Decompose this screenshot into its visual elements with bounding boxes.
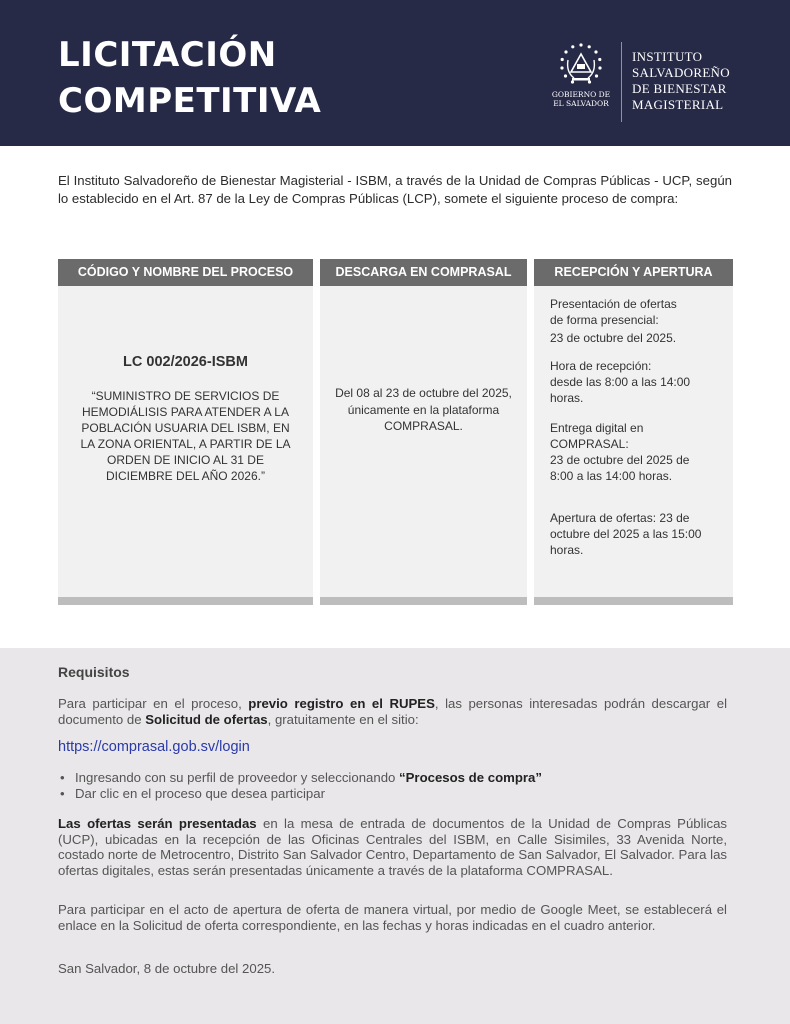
download-period: Del 08 al 23 de octubre del 2025, únicamente en la plataforma COMPRASAL. bbox=[335, 386, 512, 433]
offer-opening: Apertura de ofertas: 23 de octubre del 2025 a las 15:00 horas. bbox=[550, 511, 702, 557]
reception-column-header: RECEPCIÓN Y APERTURA bbox=[534, 259, 733, 286]
list-item: • Ingresando con su perfil de proveedor y seleccionando “Procesos de compra” bbox=[60, 770, 542, 786]
process-column-header: CÓDIGO Y NOMBRE DEL PROCESO bbox=[58, 259, 313, 286]
coat-of-arms-icon bbox=[558, 42, 604, 88]
list-item: • Dar clic en el proceso que desea participar bbox=[60, 786, 542, 802]
title-line-1: LICITACIÓN bbox=[58, 35, 277, 75]
virtual-opening-paragraph: Para participar en el acto de apertura de oferta de manera virtual, por medio de Google Meet, se establecerá el enlace en la Solicitud de oferta correspondiente, en las fechas y horas indicadas en el cuadro anterior. bbox=[58, 902, 727, 933]
download-column-header: DESCARGA EN COMPRASAL bbox=[320, 259, 527, 286]
reception-column bbox=[534, 259, 733, 605]
submission-paragraph: Las ofertas serán presentadas en la mesa de entrada de documentos de la Unidad de Compras Públicas (UCP), ubicadas en la recepción de las Oficinas Centrales del ISBM, en Calle Sisimiles, 33 Avenida Norte, costado norte de Metrocentro, Distrito San Salvador Centro, Departamento de San Salvador, El Salvador. Para las ofertas digitales, estas serán presentadas únicamente a través de la plataforma COMPRASAL. bbox=[58, 816, 728, 878]
institute-name: INSTITUTO SALVADOREÑO DE BIENESTAR MAGISTERIAL bbox=[632, 49, 730, 112]
requirements-paragraph: Para participar en el proceso, previo registro en el RUPES, las personas interesadas podrán descargar el documento de Solicitud de ofertas, gratuitamente en el sitio: bbox=[58, 696, 727, 727]
digital-submission: Entrega digital en COMPRASAL: 23 de octubre del 2025 de 8:00 a las 14:00 horas. bbox=[550, 421, 690, 483]
place-and-date: San Salvador, 8 de octubre del 2025. bbox=[58, 961, 276, 976]
government-logo bbox=[548, 42, 614, 108]
header-banner bbox=[0, 0, 790, 146]
column-footer-bar bbox=[320, 597, 527, 605]
process-column bbox=[58, 259, 313, 605]
government-name: GOBIERNO DE EL SALVADOR bbox=[551, 90, 611, 108]
instructions-list bbox=[60, 770, 542, 801]
requirements-title: Requisitos bbox=[58, 664, 130, 680]
download-column bbox=[320, 259, 527, 605]
page-title bbox=[58, 32, 321, 124]
logo-divider bbox=[621, 42, 622, 122]
intro-paragraph: El Instituto Salvadoreño de Bienestar Magisterial - ISBM, a través de la Unidad de Compras Públicas - UCP, según lo establecido en el Art. 87 de la Ley de Compras Públicas (LCP), somete el siguiente proceso de compra: bbox=[58, 173, 732, 206]
process-code: LC 002/2026-ISBM bbox=[123, 354, 248, 370]
column-footer-bar bbox=[58, 597, 313, 605]
process-description: “SUMINISTRO DE SERVICIOS DE HEMODIÁLISIS PARA ATENDER A LA POBLACIÓN USUARIA DEL ISBM, EN LA ZONA ORIENTAL, A PARTIR DE LA ORDEN DE INICIO AL 31 DE DICIEMBRE DEL AÑO 2026.” bbox=[80, 389, 291, 483]
in-person-submission: Presentación de ofertas de forma presencial: 23 de octubre del 2025. bbox=[550, 297, 677, 345]
title-line-2: COMPETITIVA bbox=[58, 81, 322, 121]
reception-hours: Hora de recepción: desde las 8:00 a las 14:00 horas. bbox=[550, 359, 691, 405]
comprasal-link[interactable]: https://comprasal.gob.sv/login bbox=[58, 739, 250, 755]
requirements-section bbox=[0, 648, 790, 1024]
column-footer-bar bbox=[534, 597, 733, 605]
